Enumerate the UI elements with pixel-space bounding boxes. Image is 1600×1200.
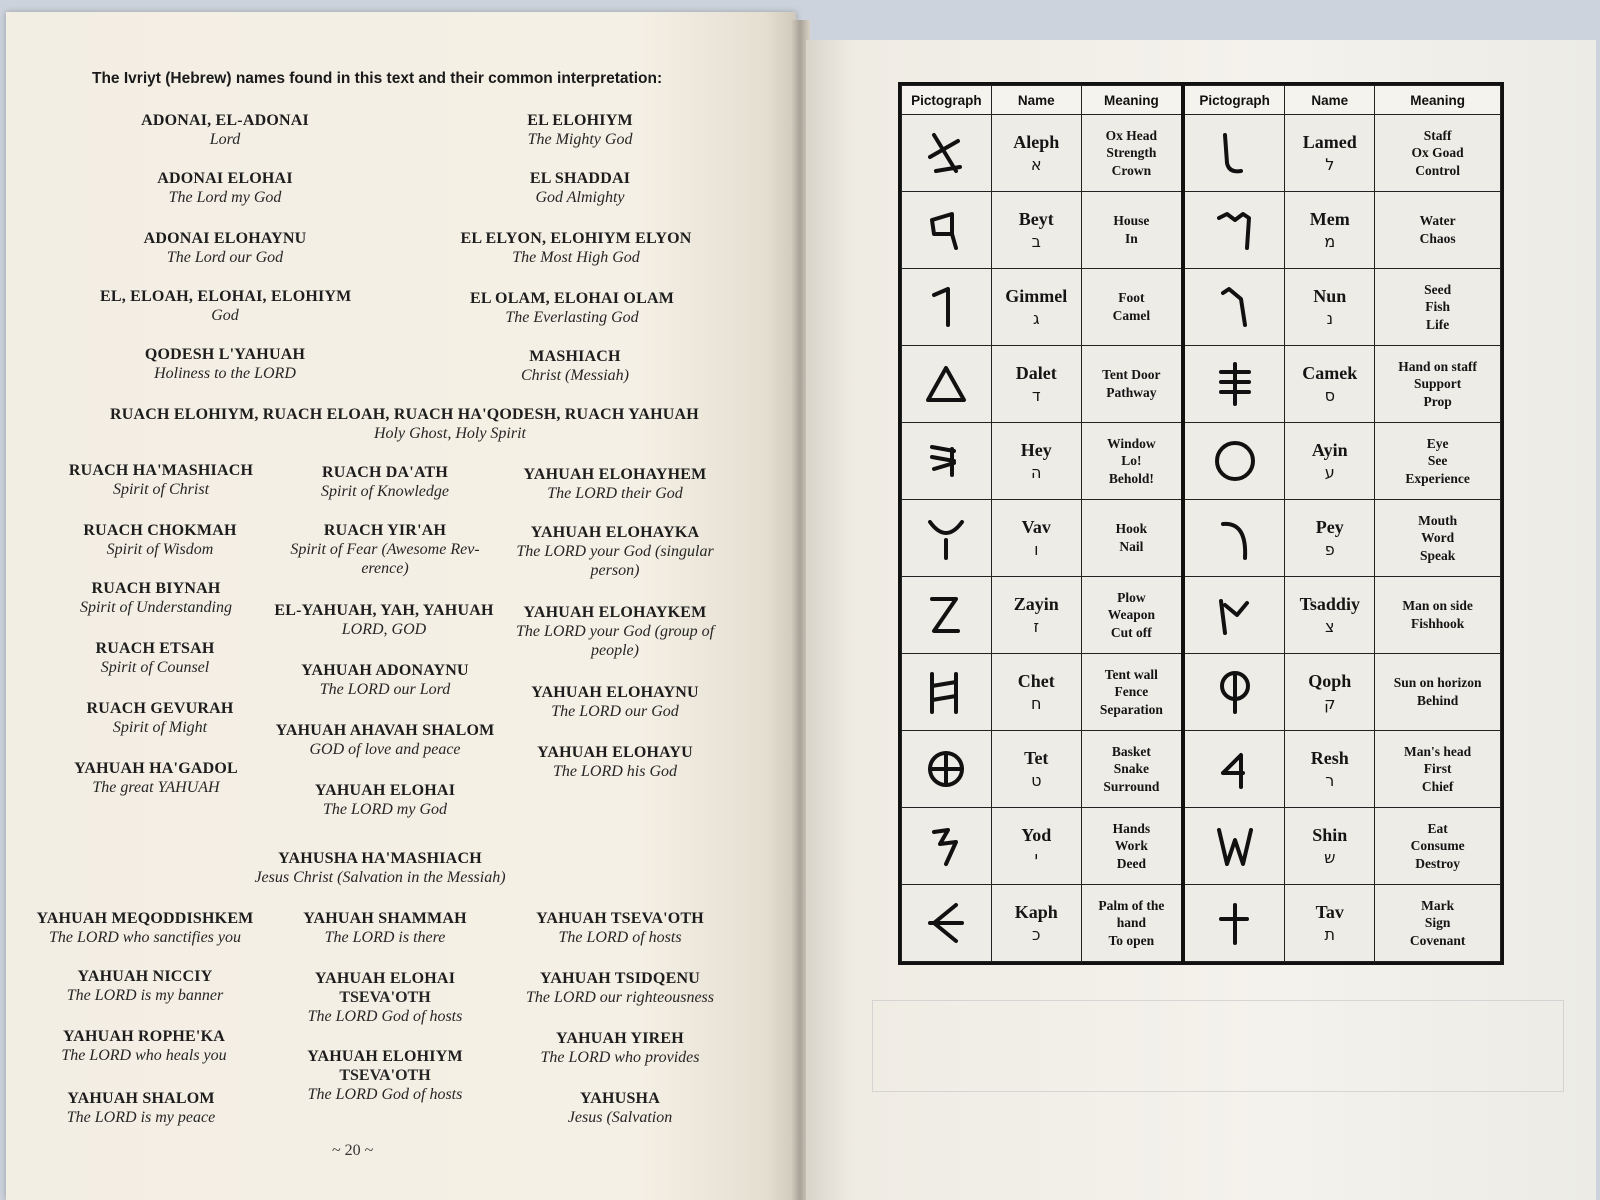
name-entry: EL, ELOAH, ELOHAI, ELOHIYM God bbox=[100, 288, 352, 324]
name-entry: YAHUAH ADONAYNU The LORD our Lord bbox=[301, 662, 469, 698]
pictograph-cell bbox=[1183, 423, 1285, 500]
hebrew-letter: צ bbox=[1325, 617, 1335, 637]
meaning-line: Tent wall bbox=[1104, 666, 1158, 682]
name-entry: YAHUAH ELOHAI TSEVA'OTH The LORD God of hosts bbox=[307, 970, 463, 1025]
meaning-line: Nail bbox=[1119, 539, 1144, 554]
name-entry: YAHUAH TSEVA'OTH The LORD of hosts bbox=[536, 910, 704, 946]
table-row bbox=[902, 269, 1501, 346]
letter-name: Tet bbox=[1024, 748, 1049, 769]
meaning-cell bbox=[1375, 808, 1501, 885]
name-entry: ADONAI ELOHAI The Lord my God bbox=[157, 170, 293, 206]
meaning-line: Fence bbox=[1114, 684, 1149, 700]
meaning-line: Seed bbox=[1424, 281, 1452, 297]
meaning-line: Tent Door bbox=[1102, 367, 1161, 383]
meaning-line: Fishhook bbox=[1410, 616, 1465, 631]
name-entry: RUACH ETSAH Spirit of Counsel bbox=[95, 640, 215, 676]
table-row bbox=[902, 346, 1501, 423]
letter-name-cell bbox=[991, 577, 1081, 654]
letter-name: Beyt bbox=[1018, 209, 1054, 230]
meaning-line: Sign bbox=[1424, 915, 1451, 931]
column-header: Pictograph bbox=[1183, 86, 1285, 115]
name-entry: YAHUSHA HA'MASHIACH Jesus Christ (Salvation in the Messiah) bbox=[254, 850, 506, 886]
meaning-cell bbox=[1375, 423, 1501, 500]
column-header: Name bbox=[1285, 86, 1375, 115]
table-row bbox=[902, 808, 1501, 885]
pictograph-cell bbox=[902, 115, 992, 192]
meaning-line: Foot bbox=[1118, 290, 1145, 306]
faint-table-bleed bbox=[872, 1000, 1564, 1092]
meaning-cell bbox=[1375, 885, 1501, 962]
meaning-line: Camel bbox=[1112, 308, 1151, 323]
meaning-line: Water bbox=[1419, 213, 1456, 229]
letter-name: Gimmel bbox=[1005, 286, 1068, 307]
letter-name-cell bbox=[1285, 423, 1375, 500]
names-heading: The Ivriyt (Hebrew) names found in this text and their common interpretation: bbox=[92, 70, 663, 87]
meaning-cell bbox=[1375, 577, 1501, 654]
table-row bbox=[902, 500, 1501, 577]
hebrew-letter: ג bbox=[1032, 309, 1040, 329]
house-pictograph-icon bbox=[922, 204, 970, 256]
name-entry: EL OLAM, ELOHAI OLAM The Everlasting God bbox=[469, 290, 675, 326]
letter-name: Camek bbox=[1302, 363, 1358, 384]
pictograph-cell bbox=[1183, 269, 1285, 346]
name-entry: EL ELOHIYM The Mighty God bbox=[527, 112, 633, 148]
fence-pictograph-icon bbox=[922, 666, 970, 718]
meaning-line: Window bbox=[1107, 435, 1156, 451]
name-entry: YAHUSHA Jesus (Salvation bbox=[567, 1090, 673, 1126]
hebrew-letter: ח bbox=[1031, 694, 1042, 714]
meaning-line: Chaos bbox=[1419, 231, 1456, 246]
pictograph-table bbox=[898, 82, 1504, 965]
hebrew-letter: ד bbox=[1031, 386, 1041, 406]
meaning-line: Separation bbox=[1099, 701, 1163, 717]
meaning-line: To open bbox=[1108, 932, 1155, 948]
meaning-line: hand bbox=[1116, 915, 1146, 931]
meaning-line: See bbox=[1427, 453, 1448, 469]
pictograph-cell bbox=[1183, 577, 1285, 654]
letter-name-cell bbox=[991, 500, 1081, 577]
meaning-line: Man's head bbox=[1404, 743, 1472, 759]
meaning-line: House bbox=[1113, 213, 1150, 229]
meaning-line: Ox Head bbox=[1105, 127, 1158, 143]
pictograph-cell bbox=[1183, 500, 1285, 577]
pictograph-cell bbox=[1183, 346, 1285, 423]
hebrew-letter: מ bbox=[1324, 232, 1336, 252]
letter-name: Tsaddiy bbox=[1299, 594, 1360, 615]
meaning-line: Staff bbox=[1423, 127, 1452, 143]
meaning-line: Eye bbox=[1426, 435, 1449, 451]
meaning-line: Word bbox=[1421, 530, 1455, 546]
name-entry: RUACH DA'ATH Spirit of Knowledge bbox=[321, 464, 449, 500]
meaning-line: Cut off bbox=[1110, 624, 1152, 640]
letter-name-cell bbox=[991, 192, 1081, 269]
name-entry: ADONAI ELOHAYNU The Lord our God bbox=[143, 230, 307, 266]
meaning-line: Surround bbox=[1103, 778, 1160, 794]
meaning-line: Control bbox=[1415, 162, 1460, 178]
hebrew-letter: ת bbox=[1324, 925, 1336, 945]
letter-name: Shin bbox=[1312, 825, 1348, 846]
letter-name-cell bbox=[1285, 885, 1375, 962]
hebrew-letter: י bbox=[1034, 848, 1039, 868]
letter-name: Vav bbox=[1021, 517, 1051, 538]
meaning-line: Prop bbox=[1423, 393, 1452, 409]
name-entry: QODESH L'YAHUAH Holiness to the LORD bbox=[144, 346, 306, 382]
name-entry: YAHUAH ELOHAYKA The LORD your God (singular person) bbox=[516, 524, 714, 579]
meaning-line: Hook bbox=[1115, 521, 1148, 537]
name-entry: MASHIACH Christ (Messiah) bbox=[521, 348, 629, 384]
meaning-line: Destroy bbox=[1415, 855, 1460, 871]
column-header: Meaning bbox=[1375, 86, 1501, 115]
letter-name: Kaph bbox=[1014, 902, 1058, 923]
meaning-line: Consume bbox=[1410, 838, 1465, 854]
table-row bbox=[902, 654, 1501, 731]
hebrew-letter: ע bbox=[1324, 463, 1335, 483]
behold-pictograph-icon bbox=[922, 435, 970, 487]
page-number: ~ 20 ~ bbox=[332, 1142, 374, 1159]
pictograph-cell bbox=[902, 423, 992, 500]
table-row bbox=[902, 192, 1501, 269]
letter-name-cell bbox=[991, 731, 1081, 808]
letter-name: Zayin bbox=[1013, 594, 1059, 615]
mouth-pictograph-icon bbox=[1211, 512, 1259, 564]
hebrew-letter: ו bbox=[1034, 540, 1039, 560]
hebrew-letter: א bbox=[1030, 155, 1042, 175]
tent-door-pictograph-icon bbox=[922, 358, 970, 410]
water-pictograph-icon bbox=[1211, 204, 1259, 256]
palm-pictograph-icon bbox=[922, 897, 970, 949]
meaning-cell bbox=[1375, 192, 1501, 269]
name-entry: RUACH BIYNAH Spirit of Understanding bbox=[79, 580, 232, 616]
seed-pictograph-icon bbox=[1211, 281, 1259, 333]
column-header: Meaning bbox=[1081, 86, 1183, 115]
meaning-line: Man on side bbox=[1402, 598, 1473, 614]
letter-name-cell bbox=[1285, 346, 1375, 423]
name-entry: YAHUAH ELOHAYKEM The LORD your God (group of people) bbox=[515, 604, 715, 659]
meaning-line: Pathway bbox=[1106, 385, 1157, 400]
pictograph-cell bbox=[902, 269, 992, 346]
meaning-line: Hands bbox=[1112, 820, 1151, 836]
meaning-line: Palm of the bbox=[1098, 897, 1165, 913]
pictograph-cell bbox=[902, 885, 992, 962]
name-entry: RUACH HA'MASHIACH Spirit of Christ bbox=[68, 462, 254, 498]
meaning-cell bbox=[1375, 500, 1501, 577]
hebrew-letter: פ bbox=[1324, 540, 1335, 560]
meaning-line: Support bbox=[1413, 376, 1462, 392]
hebrew-letter: ר bbox=[1325, 771, 1335, 791]
letter-name: Ayin bbox=[1311, 440, 1348, 461]
letter-name-cell bbox=[991, 808, 1081, 885]
name-entry: RUACH YIR'AH Spirit of Fear (Awesome Rev- erence) bbox=[290, 522, 480, 577]
pictograph-cell bbox=[902, 577, 992, 654]
pictograph-cell bbox=[902, 346, 992, 423]
letter-name: Aleph bbox=[1013, 132, 1060, 153]
name-entry: YAHUAH MEQODDISHKEM The LORD who sanctifies you bbox=[36, 910, 254, 946]
name-entry: YAHUAH ELOHAYU The LORD his God bbox=[537, 744, 693, 780]
name-entry: YAHUAH AHAVAH SHALOM GOD of love and peace bbox=[275, 722, 495, 758]
meaning-cell bbox=[1081, 808, 1183, 885]
meaning-line: Eat bbox=[1427, 820, 1448, 836]
meaning-cell bbox=[1081, 346, 1183, 423]
letter-name-cell bbox=[1285, 269, 1375, 346]
meaning-cell bbox=[1081, 269, 1183, 346]
meaning-line: Mark bbox=[1421, 897, 1455, 913]
meaning-line: Behind bbox=[1416, 693, 1459, 708]
letter-name-cell bbox=[991, 885, 1081, 962]
meaning-line: Covenant bbox=[1409, 932, 1466, 948]
meaning-line: Ox Goad bbox=[1411, 145, 1464, 161]
letter-name-cell bbox=[1285, 577, 1375, 654]
name-entry: EL SHADDAI God Almighty bbox=[529, 170, 631, 206]
head-pictograph-icon bbox=[1211, 743, 1259, 795]
meaning-line: Behold! bbox=[1108, 470, 1154, 486]
meaning-line: Snake bbox=[1113, 761, 1149, 777]
letter-name-cell bbox=[991, 423, 1081, 500]
mark-pictograph-icon bbox=[1211, 897, 1259, 949]
meaning-line: Strength bbox=[1106, 145, 1157, 161]
name-entry: EL-YAHUAH, YAH, YAHUAH LORD, GOD bbox=[274, 602, 494, 638]
meaning-cell bbox=[1081, 577, 1183, 654]
letter-name: Chet bbox=[1017, 671, 1055, 692]
meaning-cell bbox=[1081, 192, 1183, 269]
table-row bbox=[902, 423, 1501, 500]
column-header: Name bbox=[991, 86, 1081, 115]
letter-name: Nun bbox=[1313, 286, 1347, 307]
meaning-cell bbox=[1375, 346, 1501, 423]
foot-pictograph-icon bbox=[922, 281, 970, 333]
letter-name: Hey bbox=[1020, 440, 1052, 461]
letter-name: Qoph bbox=[1308, 671, 1352, 692]
table-row bbox=[902, 577, 1501, 654]
hebrew-letter: ט bbox=[1031, 771, 1042, 791]
eye-pictograph-icon bbox=[1211, 435, 1259, 487]
fishhook-pictograph-icon bbox=[1211, 589, 1259, 641]
name-entry: YAHUAH TSIDQENU The LORD our righteousness bbox=[525, 970, 714, 1006]
letter-name-cell bbox=[1285, 115, 1375, 192]
staff-pictograph-icon bbox=[1211, 127, 1259, 179]
pictograph-cell bbox=[902, 192, 992, 269]
table-header-row bbox=[902, 86, 1501, 115]
pictograph-cell bbox=[1183, 885, 1285, 962]
pictograph-cell bbox=[1183, 731, 1285, 808]
hebrew-letter: ש bbox=[1324, 848, 1336, 868]
letter-name-cell bbox=[1285, 654, 1375, 731]
name-entry: YAHUAH ELOHIYM TSEVA'OTH The LORD God of hosts bbox=[307, 1048, 463, 1103]
meaning-line: Deed bbox=[1116, 855, 1146, 871]
pictograph-cell bbox=[1183, 808, 1285, 885]
table-row bbox=[902, 115, 1501, 192]
pictograph-cell bbox=[1183, 115, 1285, 192]
basket-pictograph-icon bbox=[922, 743, 970, 795]
meaning-cell bbox=[1375, 115, 1501, 192]
pictograph-cell bbox=[1183, 654, 1285, 731]
name-entry: EL ELYON, ELOHIYM ELYON The Most High God bbox=[460, 230, 692, 266]
meaning-line: First bbox=[1423, 761, 1452, 777]
hebrew-letter: ל bbox=[1325, 155, 1335, 175]
meaning-cell bbox=[1081, 731, 1183, 808]
name-entry: RUACH ELOHIYM, RUACH ELOAH, RUACH HA'QODESH, RUACH YAHUAH Holy Ghost, Holy Spirit bbox=[110, 406, 699, 442]
name-entry: YAHUAH SHALOM The LORD is my peace bbox=[66, 1090, 216, 1126]
name-entry: YAHUAH NICCIY The LORD is my banner bbox=[66, 968, 224, 1004]
meaning-line: Hand on staff bbox=[1398, 358, 1477, 374]
pictograph-cell bbox=[902, 654, 992, 731]
table-row bbox=[902, 885, 1501, 962]
meaning-line: Fish bbox=[1425, 299, 1450, 315]
name-entry: YAHUAH ROPHE'KA The LORD who heals you bbox=[61, 1028, 227, 1064]
pictograph-cell bbox=[902, 731, 992, 808]
meaning-cell bbox=[1081, 654, 1183, 731]
hebrew-letter: ס bbox=[1324, 386, 1335, 406]
name-entry: YAHUAH SHAMMAH The LORD is there bbox=[303, 910, 467, 946]
meaning-line: Life bbox=[1425, 316, 1450, 332]
meaning-line: Work bbox=[1114, 838, 1148, 854]
letter-name-cell bbox=[991, 654, 1081, 731]
hebrew-letter: ה bbox=[1031, 463, 1042, 483]
teeth-pictograph-icon bbox=[1211, 820, 1259, 872]
name-entry: YAHUAH ELOHAI The LORD my God bbox=[314, 782, 456, 818]
hand-pictograph-icon bbox=[922, 820, 970, 872]
ox-head-pictograph-icon bbox=[922, 127, 970, 179]
pictograph-cell bbox=[1183, 192, 1285, 269]
name-entry: YAHUAH YIREH The LORD who provides bbox=[540, 1030, 700, 1066]
meaning-line: Experience bbox=[1405, 470, 1470, 486]
name-entry: YAHUAH ELOHAYHEM The LORD their God bbox=[523, 466, 707, 502]
letter-name: Tav bbox=[1315, 902, 1344, 923]
meaning-line: Weapon bbox=[1107, 607, 1155, 623]
letter-name-cell bbox=[991, 269, 1081, 346]
weapon-pictograph-icon bbox=[922, 589, 970, 641]
hebrew-letter: ב bbox=[1031, 232, 1041, 252]
name-entry: RUACH CHOKMAH Spirit of Wisdom bbox=[83, 522, 237, 558]
column-header: Pictograph bbox=[902, 86, 992, 115]
meaning-cell bbox=[1081, 115, 1183, 192]
letter-name: Yod bbox=[1021, 825, 1052, 846]
meaning-line: Crown bbox=[1111, 162, 1152, 178]
name-entry: YAHUAH HA'GADOL The great YAHUAH bbox=[74, 760, 238, 796]
name-entry: RUACH GEVURAH Spirit of Might bbox=[86, 700, 234, 736]
meaning-line: Basket bbox=[1111, 743, 1151, 759]
hebrew-letter: נ bbox=[1326, 309, 1333, 329]
letter-name: Pey bbox=[1315, 517, 1344, 538]
meaning-line: Chief bbox=[1421, 778, 1454, 794]
letter-name-cell bbox=[1285, 731, 1375, 808]
meaning-line: Sun on horizon bbox=[1393, 675, 1482, 691]
letter-name: Dalet bbox=[1015, 363, 1057, 384]
meaning-cell bbox=[1375, 654, 1501, 731]
hebrew-letter: ק bbox=[1324, 694, 1336, 714]
pictograph-cell bbox=[902, 500, 992, 577]
letter-name: Lamed bbox=[1302, 132, 1357, 153]
prop-pictograph-icon bbox=[1211, 358, 1259, 410]
meaning-line: Lo! bbox=[1121, 453, 1142, 469]
table-row bbox=[902, 731, 1501, 808]
meaning-cell bbox=[1081, 423, 1183, 500]
letter-name: Mem bbox=[1309, 209, 1350, 230]
letter-name-cell bbox=[991, 346, 1081, 423]
letter-name: Resh bbox=[1310, 748, 1349, 769]
letter-name-cell bbox=[991, 115, 1081, 192]
meaning-line: Mouth bbox=[1418, 512, 1458, 528]
sun-horizon-pictograph-icon bbox=[1211, 666, 1259, 718]
meaning-cell bbox=[1081, 500, 1183, 577]
letter-name-cell bbox=[1285, 808, 1375, 885]
letter-name-cell bbox=[1285, 192, 1375, 269]
meaning-cell bbox=[1081, 885, 1183, 962]
hebrew-letter: כ bbox=[1032, 925, 1041, 945]
meaning-cell bbox=[1375, 269, 1501, 346]
hook-pictograph-icon bbox=[922, 512, 970, 564]
name-entry: ADONAI, EL-ADONAI Lord bbox=[141, 112, 309, 148]
meaning-line: Speak bbox=[1419, 547, 1456, 563]
hebrew-letter: ז bbox=[1033, 617, 1040, 637]
name-entry: YAHUAH ELOHAYNU The LORD our God bbox=[531, 684, 699, 720]
meaning-line: Plow bbox=[1117, 589, 1146, 605]
meaning-line: In bbox=[1124, 231, 1138, 246]
meaning-cell bbox=[1375, 731, 1501, 808]
letter-name-cell bbox=[1285, 500, 1375, 577]
pictograph-cell bbox=[902, 808, 992, 885]
